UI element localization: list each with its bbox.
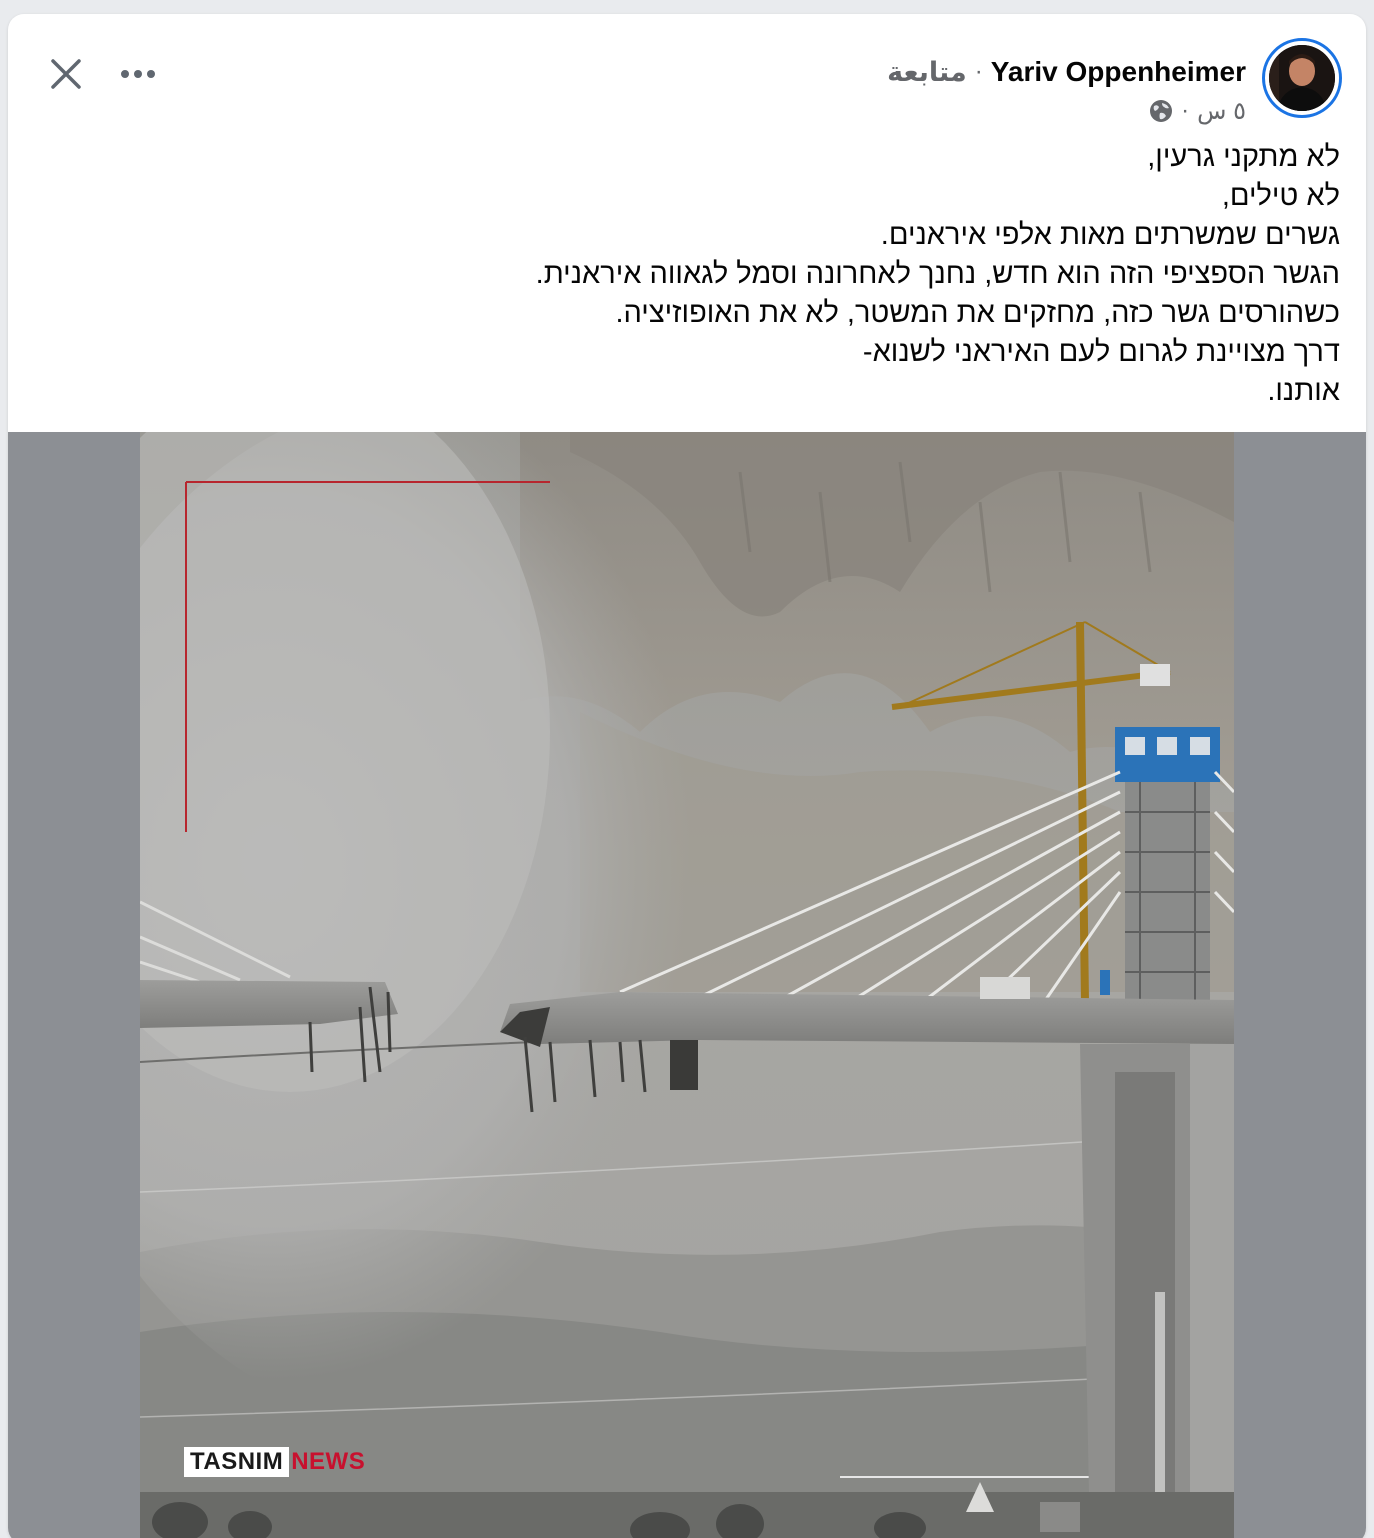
post-body xyxy=(240,138,1340,411)
post-photo[interactable] xyxy=(140,432,1234,1538)
close-icon xyxy=(49,57,83,91)
post-meta xyxy=(1149,96,1246,126)
more-options-button[interactable] xyxy=(114,52,162,96)
post-header xyxy=(887,54,1246,90)
post-text-line: כשהורסים גשר כזה, מחזקים את המשטר, לא את האופוזיציה. xyxy=(615,297,1340,329)
post-dialog xyxy=(8,14,1366,1538)
close-button[interactable] xyxy=(44,52,88,96)
bridge-photo-illustration xyxy=(140,432,1234,1538)
more-options-icon xyxy=(120,69,156,79)
tasnim-watermark xyxy=(184,1447,367,1477)
post-text-line: דרך מצויינת לגרום לעם האיראני לשנוא- xyxy=(862,336,1340,368)
post-time[interactable]: ٥ س xyxy=(1197,97,1246,125)
follow-button[interactable]: متابعة xyxy=(887,56,967,87)
watermark-secondary: NEWS xyxy=(291,1448,366,1475)
media-frame xyxy=(8,432,1366,1538)
post-text-line: לא טילים, xyxy=(1221,180,1340,212)
watermark-primary: TASNIM xyxy=(184,1447,289,1477)
post-text-line: הגשר הספציפי הזה הוא חדש, נחנך לאחרונה וסמל לגאווה איראנית. xyxy=(535,258,1340,290)
header-separator: · xyxy=(974,58,983,85)
meta-separator: · xyxy=(1181,97,1190,124)
avatar-image xyxy=(1269,45,1335,111)
author-avatar[interactable] xyxy=(1262,38,1342,118)
globe-icon xyxy=(1149,99,1173,123)
post-text-line: גשרים שמשרתים מאות אלפי איראנים. xyxy=(880,219,1340,251)
post-text-line: לא מתקני גרעין, xyxy=(1147,141,1340,173)
post-text-line: אותנו. xyxy=(1267,375,1340,407)
author-name[interactable]: Yariv Oppenheimer xyxy=(990,56,1246,87)
